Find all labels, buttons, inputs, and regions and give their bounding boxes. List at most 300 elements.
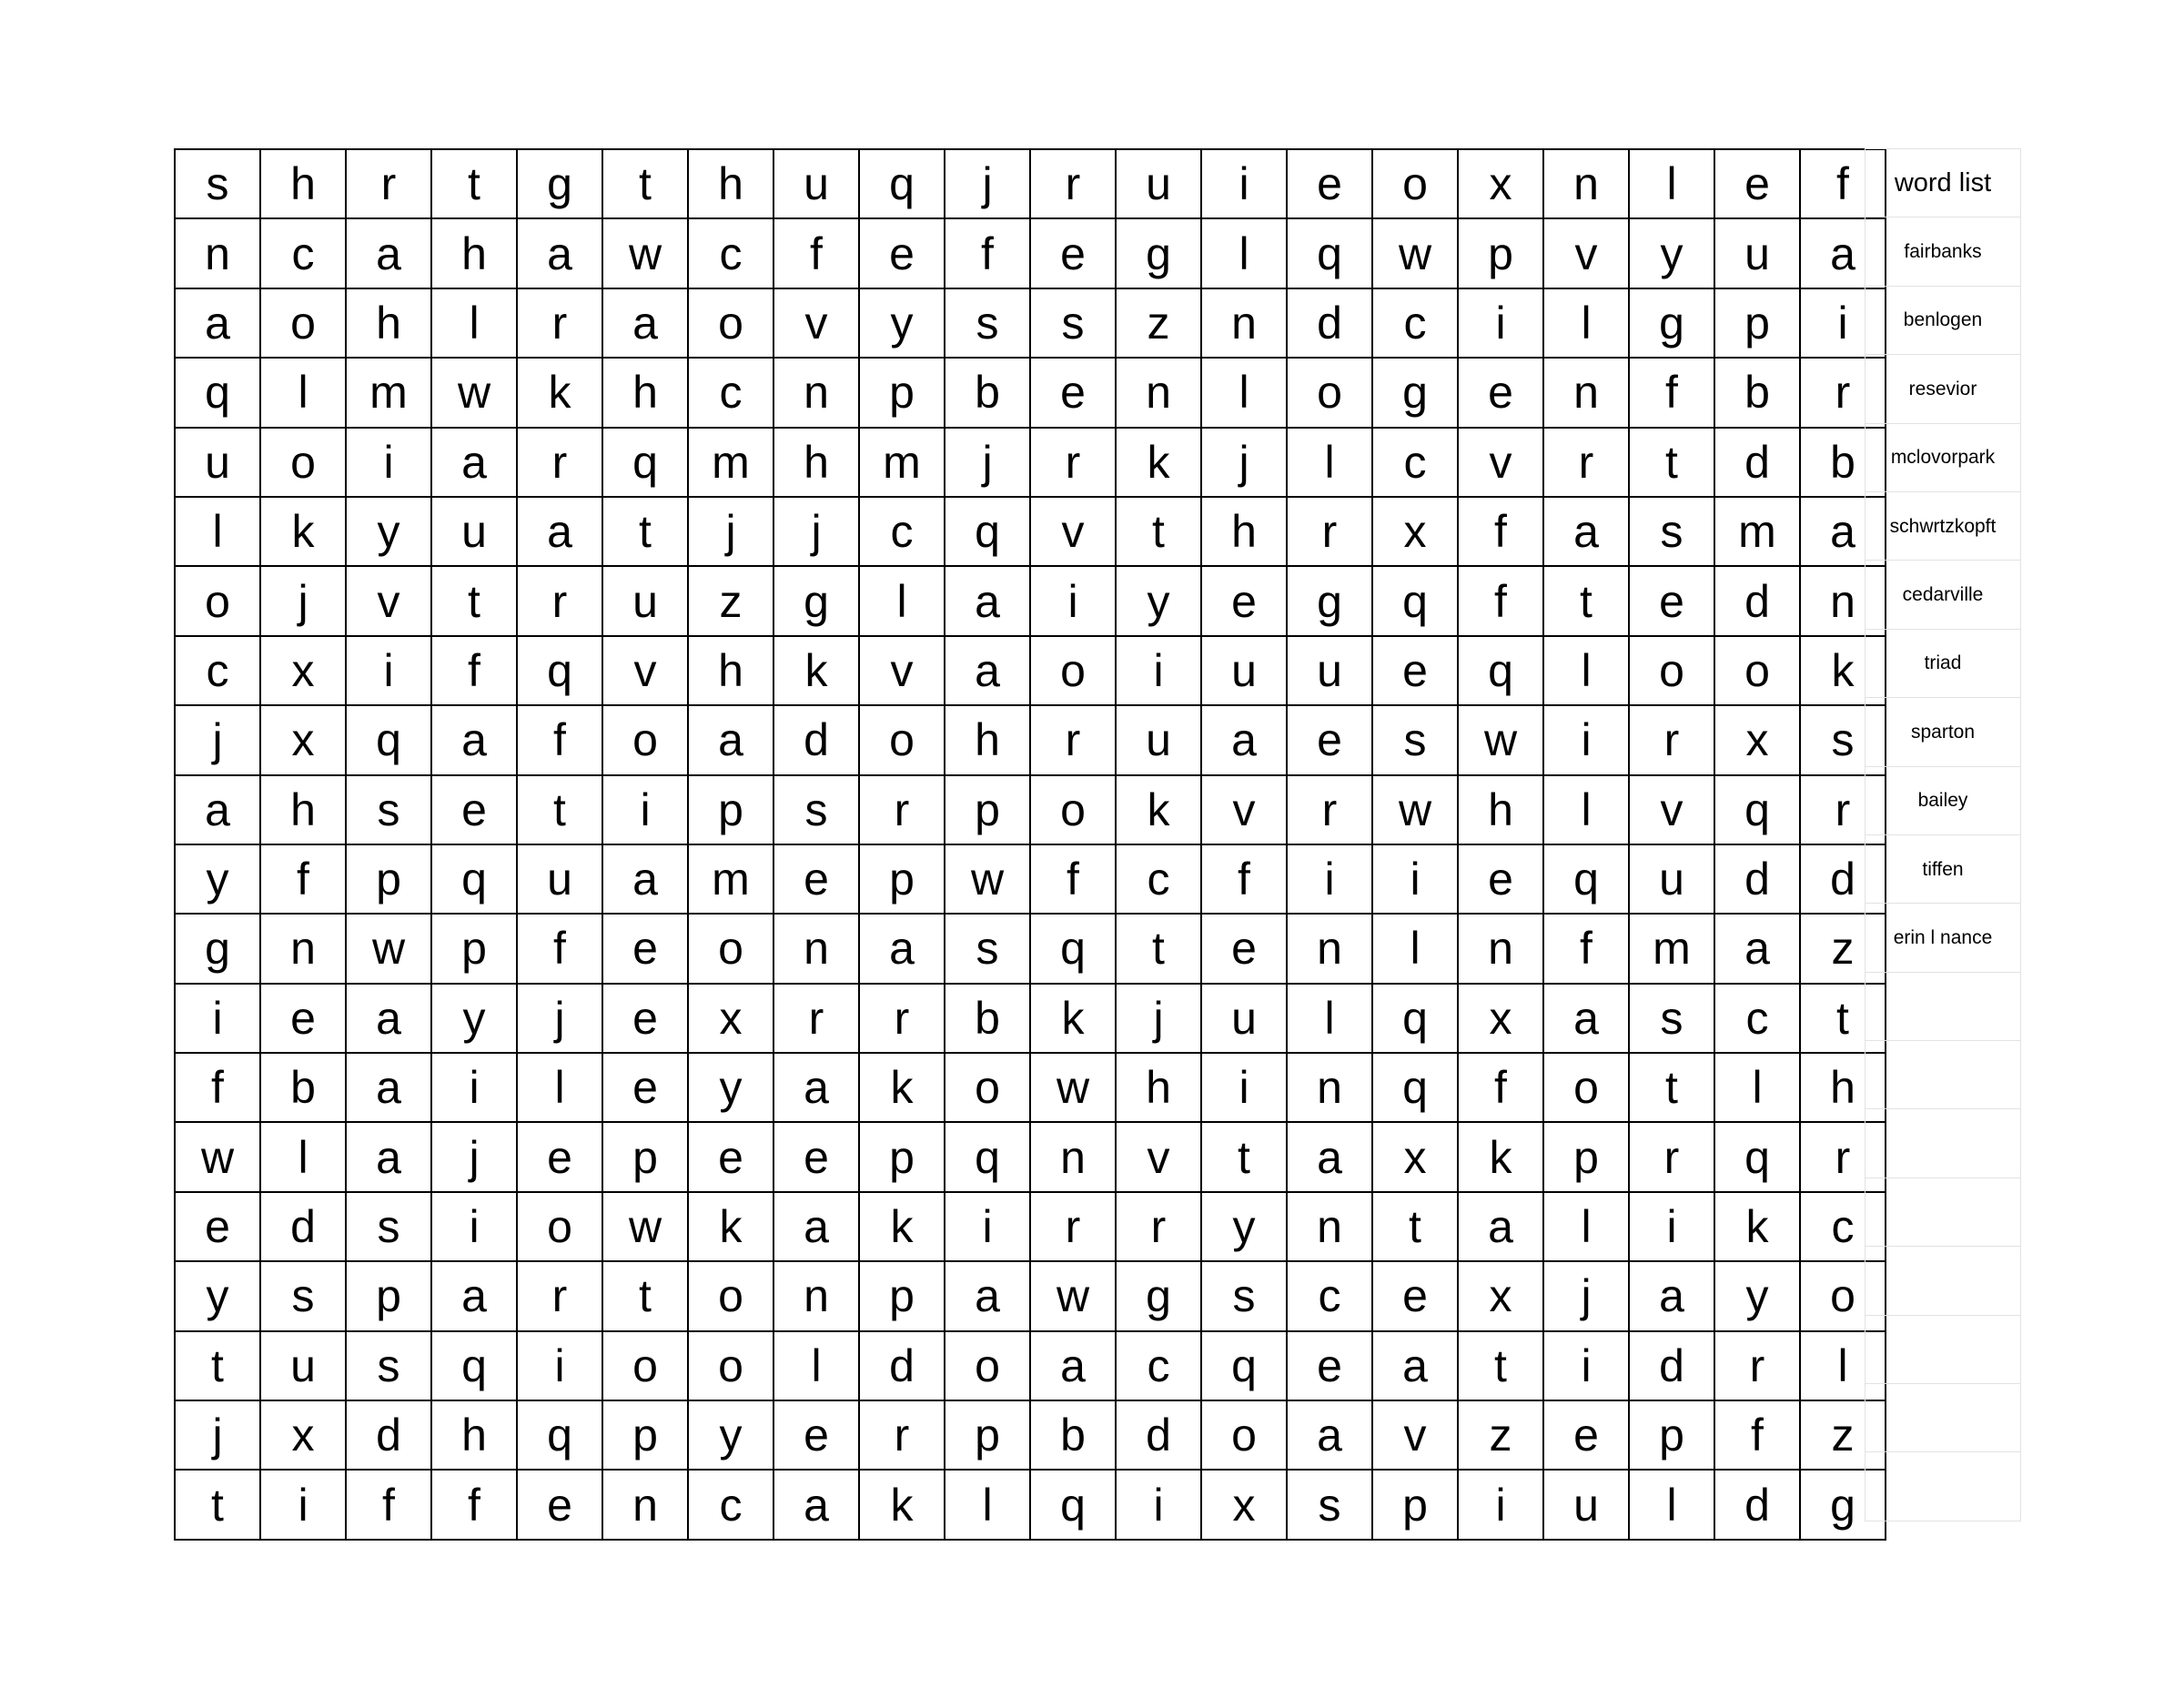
grid-letter-cell: d [859, 1331, 945, 1400]
grid-letter-cell: i [1030, 566, 1116, 635]
grid-row [175, 1122, 1886, 1191]
grid-letter-cell: w [1372, 218, 1458, 288]
grid-letter-cell: f [945, 218, 1030, 288]
grid-letter-cell: q [945, 497, 1030, 566]
word-list-item [1866, 1041, 2021, 1109]
grid-letter-cell: y [1714, 1261, 1800, 1330]
grid-letter-cell: j [260, 566, 346, 635]
grid-letter-cell: y [859, 288, 945, 358]
grid-letter-cell: p [945, 775, 1030, 844]
grid-letter-cell: w [346, 914, 431, 983]
grid-letter-cell: m [346, 358, 431, 427]
grid-letter-cell: p [859, 358, 945, 427]
grid-letter-cell: f [1543, 914, 1629, 983]
grid-letter-cell: l [431, 288, 517, 358]
grid-letter-cell: h [688, 149, 774, 218]
grid-letter-cell: w [1030, 1261, 1116, 1330]
grid-letter-cell: q [1287, 218, 1372, 288]
grid-letter-cell: a [688, 705, 774, 774]
grid-letter-cell: u [517, 844, 602, 914]
grid-letter-cell: r [1287, 775, 1372, 844]
grid-letter-cell: c [688, 218, 774, 288]
grid-letter-cell: a [1543, 984, 1629, 1053]
grid-letter-cell: n [175, 218, 260, 288]
grid-letter-cell: t [431, 566, 517, 635]
grid-letter-cell: i [1201, 149, 1287, 218]
grid-row [175, 914, 1886, 983]
grid-letter-cell: h [945, 705, 1030, 774]
grid-letter-cell: r [1800, 775, 1886, 844]
grid-letter-cell: v [774, 288, 859, 358]
grid-letter-cell: c [1287, 1261, 1372, 1330]
grid-letter-cell: y [346, 497, 431, 566]
grid-letter-cell: i [1458, 1470, 1543, 1539]
grid-letter-cell: t [1543, 566, 1629, 635]
grid-letter-cell: r [346, 149, 431, 218]
grid-letter-cell: n [1543, 358, 1629, 427]
grid-letter-cell: i [602, 775, 688, 844]
grid-letter-cell: e [602, 1053, 688, 1122]
grid-letter-cell: j [945, 428, 1030, 497]
grid-letter-cell: i [431, 1192, 517, 1261]
grid-letter-cell: a [774, 1470, 859, 1539]
grid-letter-cell: t [175, 1331, 260, 1400]
grid-letter-cell: p [945, 1400, 1030, 1470]
grid-letter-cell: x [260, 1400, 346, 1470]
grid-letter-cell: t [1201, 1122, 1287, 1191]
grid-letter-cell: u [1201, 636, 1287, 705]
grid-letter-cell: k [1030, 984, 1116, 1053]
grid-letter-cell: e [774, 1122, 859, 1191]
grid-letter-cell: k [1116, 775, 1201, 844]
grid-letter-cell: t [602, 149, 688, 218]
grid-letter-cell: z [1116, 288, 1201, 358]
word-list-item: fairbanks [1866, 217, 2021, 286]
grid-letter-cell: j [175, 1400, 260, 1470]
grid-letter-cell: l [1201, 358, 1287, 427]
grid-letter-cell: h [688, 636, 774, 705]
grid-letter-cell: o [1543, 1053, 1629, 1122]
grid-letter-cell: s [1372, 705, 1458, 774]
grid-letter-cell: i [517, 1331, 602, 1400]
grid-letter-cell: i [1543, 1331, 1629, 1400]
grid-letter-cell: o [602, 1331, 688, 1400]
grid-row [175, 358, 1886, 427]
grid-letter-cell: s [1287, 1470, 1372, 1539]
grid-letter-cell: u [1714, 218, 1800, 288]
grid-letter-cell: b [945, 358, 1030, 427]
grid-letter-cell: q [1372, 1053, 1458, 1122]
grid-letter-cell: b [1030, 1400, 1116, 1470]
grid-letter-cell: e [517, 1470, 602, 1539]
grid-letter-cell: c [1116, 844, 1201, 914]
grid-letter-cell: l [945, 1470, 1030, 1539]
grid-letter-cell: l [1714, 1053, 1800, 1122]
grid-letter-cell: a [774, 1053, 859, 1122]
grid-letter-cell: a [175, 288, 260, 358]
grid-letter-cell: k [517, 358, 602, 427]
grid-letter-cell: l [175, 497, 260, 566]
grid-letter-cell: q [1458, 636, 1543, 705]
grid-letter-cell: y [175, 1261, 260, 1330]
grid-letter-cell: q [859, 149, 945, 218]
grid-letter-cell: y [431, 984, 517, 1053]
grid-letter-cell: p [1372, 1470, 1458, 1539]
grid-letter-cell: c [260, 218, 346, 288]
grid-letter-cell: e [1543, 1400, 1629, 1470]
grid-letter-cell: u [431, 497, 517, 566]
grid-letter-cell: j [774, 497, 859, 566]
grid-letter-cell: o [945, 1053, 1030, 1122]
grid-letter-cell: j [431, 1122, 517, 1191]
grid-letter-cell: r [517, 1261, 602, 1330]
grid-letter-cell: t [1372, 1192, 1458, 1261]
grid-letter-cell: s [945, 914, 1030, 983]
grid-letter-cell: j [175, 705, 260, 774]
grid-letter-cell: a [602, 844, 688, 914]
grid-letter-cell: a [1800, 218, 1886, 288]
grid-letter-cell: c [1714, 984, 1800, 1053]
grid-letter-cell: t [175, 1470, 260, 1539]
grid-letter-cell: x [1201, 1470, 1287, 1539]
grid-letter-cell: p [859, 1261, 945, 1330]
grid-letter-cell: j [688, 497, 774, 566]
grid-letter-cell: n [1458, 914, 1543, 983]
grid-letter-cell: k [859, 1053, 945, 1122]
grid-letter-cell: q [517, 1400, 602, 1470]
grid-letter-cell: x [688, 984, 774, 1053]
word-list-item: schwrtzkopft [1866, 491, 2021, 560]
grid-letter-cell: y [175, 844, 260, 914]
grid-letter-cell: k [859, 1192, 945, 1261]
grid-letter-cell: s [945, 288, 1030, 358]
grid-letter-cell: u [774, 149, 859, 218]
grid-letter-cell: n [1201, 288, 1287, 358]
grid-letter-cell: c [1372, 428, 1458, 497]
grid-letter-cell: l [1543, 1192, 1629, 1261]
grid-letter-cell: i [1116, 1470, 1201, 1539]
grid-letter-cell: c [175, 636, 260, 705]
grid-letter-cell: q [175, 358, 260, 427]
grid-letter-cell: u [602, 566, 688, 635]
grid-letter-cell: f [175, 1053, 260, 1122]
grid-row [175, 1331, 1886, 1400]
grid-letter-cell: e [1458, 844, 1543, 914]
grid-letter-cell: d [1714, 844, 1800, 914]
grid-letter-cell: w [1030, 1053, 1116, 1122]
grid-row [175, 566, 1886, 635]
grid-letter-cell: o [517, 1192, 602, 1261]
grid-letter-cell: s [1201, 1261, 1287, 1330]
grid-letter-cell: l [1629, 149, 1714, 218]
grid-letter-cell: i [1543, 705, 1629, 774]
grid-letter-cell: g [517, 149, 602, 218]
grid-letter-cell: m [688, 844, 774, 914]
grid-letter-cell: h [260, 775, 346, 844]
grid-row [175, 984, 1886, 1053]
grid-letter-cell: p [1629, 1400, 1714, 1470]
grid-row [175, 149, 1886, 218]
grid-letter-cell: a [431, 428, 517, 497]
grid-letter-cell: l [260, 1122, 346, 1191]
grid-letter-cell: m [688, 428, 774, 497]
grid-letter-cell: r [1030, 1192, 1116, 1261]
grid-letter-cell: n [260, 914, 346, 983]
grid-letter-cell: t [1116, 497, 1201, 566]
grid-letter-cell: o [688, 914, 774, 983]
grid-letter-cell: i [1201, 1053, 1287, 1122]
grid-letter-cell: e [431, 775, 517, 844]
grid-letter-cell: a [431, 1261, 517, 1330]
grid-letter-cell: k [260, 497, 346, 566]
grid-letter-cell: z [1800, 1400, 1886, 1470]
grid-letter-cell: o [1287, 358, 1372, 427]
grid-letter-cell: u [1543, 1470, 1629, 1539]
grid-letter-cell: k [859, 1470, 945, 1539]
grid-letter-cell: j [1201, 428, 1287, 497]
grid-letter-cell: t [1629, 428, 1714, 497]
grid-letter-cell: a [1629, 1261, 1714, 1330]
grid-letter-cell: l [1372, 914, 1458, 983]
grid-letter-cell: t [1800, 984, 1886, 1053]
grid-letter-cell: m [1714, 497, 1800, 566]
grid-letter-cell: w [945, 844, 1030, 914]
grid-letter-cell: c [688, 358, 774, 427]
grid-letter-cell: o [175, 566, 260, 635]
grid-letter-cell: a [346, 1122, 431, 1191]
grid-letter-cell: i [945, 1192, 1030, 1261]
grid-row [175, 705, 1886, 774]
grid-letter-cell: v [1030, 497, 1116, 566]
grid-letter-cell: v [1372, 1400, 1458, 1470]
word-list-panel [1865, 148, 2021, 1521]
grid-letter-cell: s [346, 1331, 431, 1400]
grid-letter-cell: e [602, 984, 688, 1053]
word-search-grid [174, 148, 1886, 1541]
grid-letter-cell: o [688, 1331, 774, 1400]
grid-letter-cell: x [1714, 705, 1800, 774]
grid-letter-cell: s [346, 1192, 431, 1261]
grid-letter-cell: i [1629, 1192, 1714, 1261]
grid-letter-cell: a [1030, 1331, 1116, 1400]
grid-letter-cell: x [260, 705, 346, 774]
grid-letter-cell: o [945, 1331, 1030, 1400]
grid-letter-cell: l [859, 566, 945, 635]
grid-letter-cell: a [945, 1261, 1030, 1330]
grid-row [175, 1261, 1886, 1330]
grid-letter-cell: a [1372, 1331, 1458, 1400]
grid-letter-cell: t [602, 497, 688, 566]
word-list-item [1866, 1452, 2021, 1521]
grid-letter-cell: d [1714, 428, 1800, 497]
grid-letter-cell: w [1458, 705, 1543, 774]
grid-letter-cell: d [1800, 844, 1886, 914]
grid-letter-cell: a [517, 218, 602, 288]
grid-letter-cell: o [1629, 636, 1714, 705]
grid-letter-cell: o [1800, 1261, 1886, 1330]
grid-letter-cell: a [1458, 1192, 1543, 1261]
grid-letter-cell: v [1629, 775, 1714, 844]
grid-letter-cell: g [1116, 1261, 1201, 1330]
grid-letter-cell: p [1543, 1122, 1629, 1191]
grid-letter-cell: f [1458, 497, 1543, 566]
grid-letter-cell: a [346, 984, 431, 1053]
grid-letter-cell: i [1372, 844, 1458, 914]
grid-letter-cell: e [1030, 358, 1116, 427]
grid-letter-cell: g [175, 914, 260, 983]
grid-letter-cell: u [1116, 705, 1201, 774]
grid-letter-cell: e [1287, 1331, 1372, 1400]
grid-letter-cell: l [517, 1053, 602, 1122]
grid-letter-cell: l [774, 1331, 859, 1400]
grid-letter-cell: z [1800, 914, 1886, 983]
grid-letter-cell: s [774, 775, 859, 844]
grid-letter-cell: r [1030, 149, 1116, 218]
grid-letter-cell: q [346, 705, 431, 774]
grid-letter-cell: a [859, 914, 945, 983]
grid-letter-cell: i [1458, 288, 1543, 358]
grid-letter-cell: q [1714, 1122, 1800, 1191]
grid-letter-cell: b [1800, 428, 1886, 497]
grid-letter-cell: t [602, 1261, 688, 1330]
grid-letter-cell: e [1287, 705, 1372, 774]
grid-letter-cell: a [945, 636, 1030, 705]
grid-letter-cell: d [1629, 1331, 1714, 1400]
grid-letter-cell: h [774, 428, 859, 497]
grid-letter-cell: a [346, 1053, 431, 1122]
grid-letter-cell: w [175, 1122, 260, 1191]
grid-letter-cell: f [1458, 1053, 1543, 1122]
grid-letter-cell: f [1201, 844, 1287, 914]
grid-letter-cell: q [431, 1331, 517, 1400]
grid-letter-cell: g [1629, 288, 1714, 358]
grid-letter-cell: g [1287, 566, 1372, 635]
grid-letter-cell: u [175, 428, 260, 497]
grid-letter-cell: n [1116, 358, 1201, 427]
grid-letter-cell: f [1030, 844, 1116, 914]
grid-letter-cell: j [1116, 984, 1201, 1053]
grid-letter-cell: h [346, 288, 431, 358]
grid-letter-cell: c [1116, 1331, 1201, 1400]
grid-letter-cell: r [1714, 1331, 1800, 1400]
grid-letter-cell: k [1800, 636, 1886, 705]
grid-letter-cell: f [260, 844, 346, 914]
grid-letter-cell: a [1201, 705, 1287, 774]
grid-letter-cell: h [431, 218, 517, 288]
grid-letter-cell: e [602, 914, 688, 983]
grid-letter-cell: p [346, 1261, 431, 1330]
grid-letter-cell: w [602, 1192, 688, 1261]
grid-letter-cell: d [1714, 1470, 1800, 1539]
word-list-item [1866, 1384, 2021, 1452]
grid-letter-cell: n [1287, 1053, 1372, 1122]
grid-letter-cell: t [431, 149, 517, 218]
word-list-item [1866, 1109, 2021, 1178]
grid-letter-cell: d [1116, 1400, 1201, 1470]
grid-letter-cell: l [1629, 1470, 1714, 1539]
grid-letter-cell: r [1287, 497, 1372, 566]
grid-letter-cell: f [517, 705, 602, 774]
grid-letter-cell: e [859, 218, 945, 288]
grid-letter-cell: u [1116, 149, 1201, 218]
grid-letter-cell: y [1116, 566, 1201, 635]
grid-letter-cell: f [1458, 566, 1543, 635]
grid-letter-cell: s [1629, 984, 1714, 1053]
grid-letter-cell: l [1543, 288, 1629, 358]
grid-letter-cell: e [774, 844, 859, 914]
grid-row [175, 1400, 1886, 1470]
grid-row [175, 844, 1886, 914]
grid-letter-cell: a [774, 1192, 859, 1261]
grid-letter-cell: u [1629, 844, 1714, 914]
grid-letter-cell: q [1714, 775, 1800, 844]
grid-letter-cell: p [1714, 288, 1800, 358]
grid-letter-cell: w [431, 358, 517, 427]
grid-letter-cell: s [1030, 288, 1116, 358]
grid-letter-cell: f [346, 1470, 431, 1539]
grid-letter-cell: l [1201, 218, 1287, 288]
grid-letter-cell: y [1201, 1192, 1287, 1261]
grid-letter-cell: h [1800, 1053, 1886, 1122]
word-list-item [1866, 972, 2021, 1040]
grid-letter-cell: j [517, 984, 602, 1053]
grid-letter-cell: a [945, 566, 1030, 635]
grid-letter-cell: h [431, 1400, 517, 1470]
word-list-item [1866, 1247, 2021, 1315]
grid-letter-cell: i [346, 636, 431, 705]
grid-letter-cell: e [1372, 1261, 1458, 1330]
grid-letter-cell: n [1543, 149, 1629, 218]
grid-letter-cell: k [1714, 1192, 1800, 1261]
grid-letter-cell: u [1201, 984, 1287, 1053]
grid-letter-cell: x [1372, 497, 1458, 566]
grid-letter-cell: e [260, 984, 346, 1053]
grid-letter-cell: n [774, 358, 859, 427]
grid-letter-cell: r [1116, 1192, 1201, 1261]
grid-letter-cell: x [260, 636, 346, 705]
grid-letter-cell: x [1458, 1261, 1543, 1330]
grid-letter-cell: c [859, 497, 945, 566]
grid-letter-cell: l [1287, 984, 1372, 1053]
word-list-item: bailey [1866, 766, 2021, 834]
grid-letter-cell: k [1116, 428, 1201, 497]
grid-letter-cell: g [1372, 358, 1458, 427]
word-list-item: cedarville [1866, 561, 2021, 629]
grid-letter-cell: c [1800, 1192, 1886, 1261]
grid-letter-cell: q [1372, 566, 1458, 635]
grid-letter-cell: r [859, 984, 945, 1053]
grid-letter-cell: f [431, 1470, 517, 1539]
grid-letter-cell: e [1372, 636, 1458, 705]
grid-letter-cell: e [1714, 149, 1800, 218]
grid-letter-cell: p [431, 914, 517, 983]
word-list-item: tiffen [1866, 834, 2021, 903]
grid-letter-cell: n [1287, 914, 1372, 983]
grid-letter-cell: s [1800, 705, 1886, 774]
grid-row [175, 636, 1886, 705]
grid-letter-cell: w [602, 218, 688, 288]
grid-letter-cell: m [1629, 914, 1714, 983]
grid-letter-cell: r [1629, 705, 1714, 774]
grid-letter-cell: q [602, 428, 688, 497]
grid-letter-cell: q [1543, 844, 1629, 914]
grid-letter-cell: a [175, 775, 260, 844]
grid-letter-cell: i [175, 984, 260, 1053]
grid-letter-cell: k [688, 1192, 774, 1261]
grid-letter-cell: l [1543, 775, 1629, 844]
grid-letter-cell: r [1030, 428, 1116, 497]
grid-letter-cell: o [260, 288, 346, 358]
